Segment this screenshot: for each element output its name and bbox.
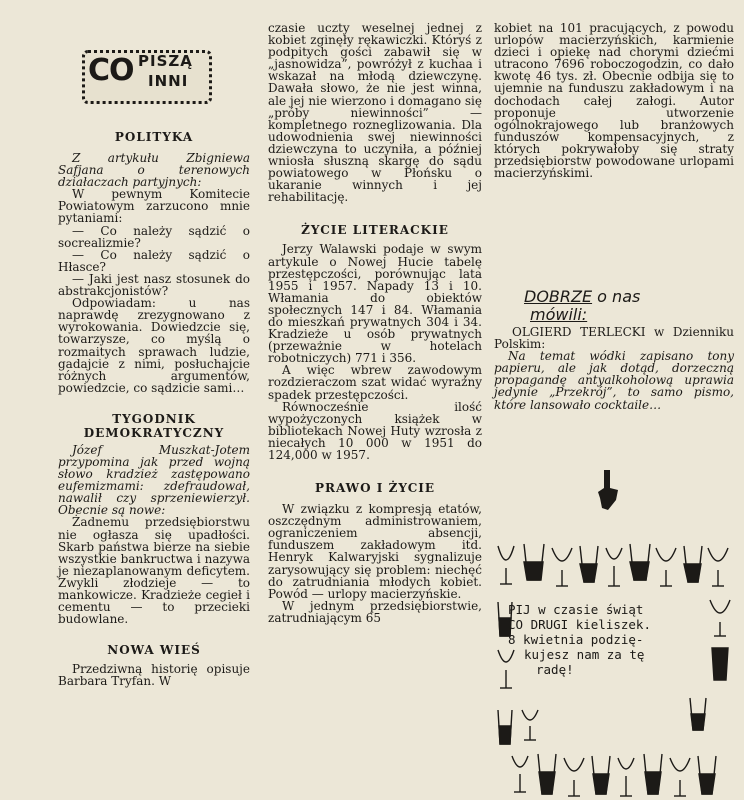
polityka-paragraph: W pewnym Komitecie Powiatowym zarzucono mnie pytaniami:: [58, 187, 250, 226]
zycie-paragraph: Równocześnie ilość wypożyczonych książek w bibliotekach Nowej Huty wzrosła z niecałych 10 000 w 1951 do 124,000 w 1957.: [268, 399, 482, 462]
co-pisza-inni-logo: [68, 40, 224, 112]
prawo-paragraph: W związku z kompresją etatów, oszczędnym administrowaniem, ograniczeniem absencji, funduszem zakładowym itd. Henryk Kalwaryjski sygnalizuje zarysowujący się problem: niechęć do zatrudniania młodych kobiet. Powód — urlopy macierzyńskie.: [268, 502, 482, 601]
slogan-line: kujesz nam za tę: [524, 647, 645, 662]
polityka-intro: Z artykułu Zbigniewa Safjana o terenowych działaczach partyjnych:: [58, 151, 250, 190]
zycie-paragraph: Jerzy Walawski podaje w swym artykule o Nowej Hucie tabelę przestępczości, porównując lata 1955 i 1957. Napady 13 i 10. Włamania do obiektów społecznych 147 i 84. Włamania do mieszkań prywatnych 304 i 34. Kradzieże u osób prywatnych (przeważnie w hotelach robotniczych) 771 i 356.: [268, 242, 482, 366]
polityka-paragraph: — Co należy sądzić o Hłasce?: [58, 247, 250, 274]
mowili-word: mówili:: [530, 305, 588, 324]
logo-inni: INNI: [148, 72, 189, 90]
zycie-paragraph: A więc wbrew zawodowym rozdzieraczom szat widać wyraźny spadek przestępczości.: [268, 363, 482, 402]
terlecki-quote: Na temat wódki zapisano tony papieru, ale jak dotąd, dorzeczną propagandę antyalkoholową uprawia jedynie „Przekrój”, to samo pismo, które lansowało cocktaile…: [494, 349, 734, 412]
glasses-slogan: [508, 602, 651, 677]
logo-co: CO: [88, 53, 134, 88]
glasses-advert: [494, 540, 734, 800]
prawo-paragraph: W jednym przedsiębiorstwie, zatrudniającym 65: [268, 598, 482, 625]
section-title-prawo-i-zycie: PRAWO I ŻYCIE: [314, 481, 436, 496]
prawo-continuation: kobiet na 101 pracujących, z powodu urlopów macierzyńskich, karmienie dzieci i opiekę nad chorymi dziećmi utracono 7696 roboczogodzin, co dało kwotę 46 tys. zł. Obecnie odbija się to ujemnie na funduszu zakładowym i na dochodach całej załogi. Autor proponuje utworzenie ogólnokrajowego lub branżowych funduszów kompensacyjnych, z których pokrywałoby się straty przedsiębiorstw powodowane urlopami macierzyńskimi.: [494, 21, 734, 181]
o-nas-word: o nas: [597, 287, 641, 306]
slogan-line: CO DRUGI kieliszek.: [508, 617, 651, 632]
slogan-line: radę!: [536, 662, 574, 677]
nowa-wies-continuation: czasie uczty weselnej jednej z kobiet zginęły rękawiczki. Któryś z podpitych gości zabawił się w „jasnowidza”, powróżył z kuchaa i wskazał na młodą dziewczynę. Dawała słowo, że nie jest winna, ale jej nie wierzono i domagano się „próby niewinności” — kompletnego rozneglizowania. Dla udowodnienia swej niewinności dziewczyna to uczyniła, a później wniosła słuszną skargę do sądu powiatowego w Płońsku o ukaranie winnych i jej rehabilitację.: [268, 21, 482, 205]
dobrze-word: DOBRZE: [524, 287, 593, 306]
polityka-paragraph: — Co należy sądzić o socrealizmie?: [58, 223, 250, 250]
polityka-paragraph: Odpowiadam: u nas naprawdę zrezygnowano z wyrokowania. Dowiedzcie się, towarzysze, co myślą o rozmaitych sprawach ludzie, gadajcie z nimi, posłuchajcie różnych argumentów, powiedzcie, co sądzicie sami…: [58, 296, 250, 395]
section-title-nowa-wies: NOWA WIEŚ: [107, 643, 201, 658]
terlecki-heading: OLGIERD TERLECKI w Dzienniku Polskim:: [494, 325, 734, 352]
logo-pisza: PISZĄ: [138, 52, 193, 70]
nowa-wies-paragraph: Przedziwną historię opisuje Barbara Tryfan. W: [58, 662, 250, 689]
section-title-tygodnik: TYGODNIK DEMOKRATYCZNY: [83, 411, 225, 440]
dobrze-o-nas-mowili-heading: [524, 288, 640, 324]
tygodnik-paragraph: Żadnemu przedsiębiorstwu nie ogłasza się upadłości. Skarb państwa bierze na siebie wszystkie bankructwa i nazywa je niezaplanowanym deficytem. Zwykli złodzieje — to mankowicze. Kradzieże cegieł i cementu — to przecieki budowlane.: [58, 515, 250, 627]
slogan-line: PIJ w czasie świąt: [508, 602, 644, 617]
section-title-zycie-literackie: ŻYCIE LITERACKIE: [301, 223, 449, 238]
column-2: [268, 0, 482, 800]
tygodnik-intro: Józef Muszkat-Jotem przypomina jak przed wojną słowo kradzież zastępowano eufemizmami: zdefraudował, nawalił czy sprzeniewierzył. Obecnie są nowe:: [58, 442, 250, 518]
column-1: [58, 0, 250, 800]
pointing-hand-icon: [592, 470, 622, 510]
slogan-line: 8 kwietnia podzię-: [508, 632, 644, 647]
section-title-polityka: POLITYKA: [114, 130, 194, 144]
polityka-paragraph: — Jaki jest nasz stosunek do abstrakcjonistów?: [58, 271, 250, 299]
